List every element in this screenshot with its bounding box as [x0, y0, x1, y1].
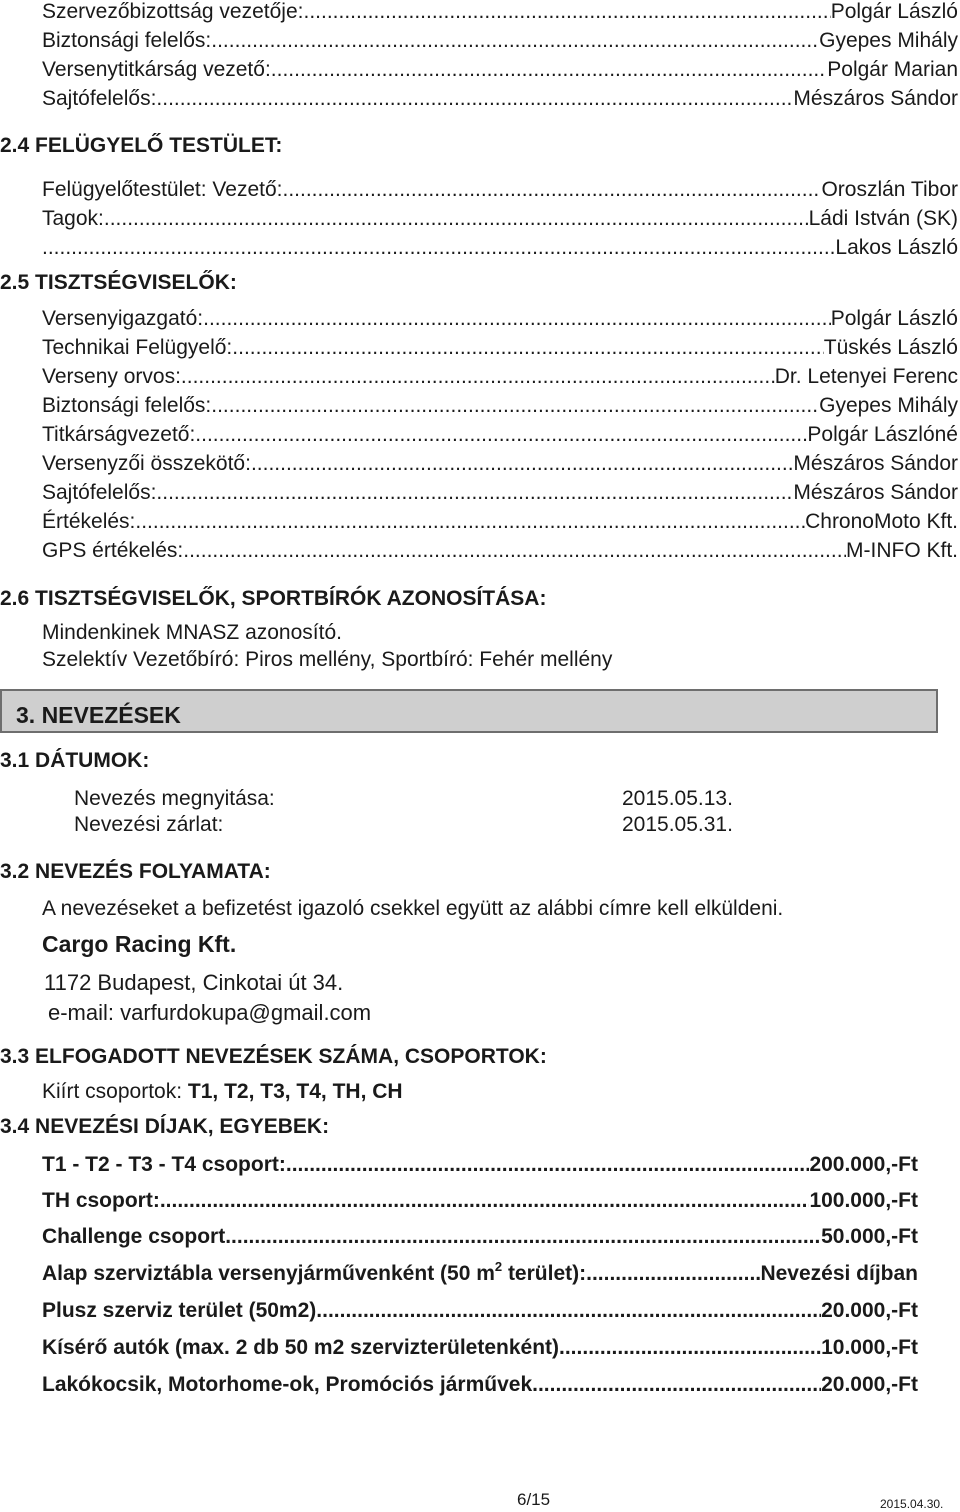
fee-label-text: Alap szerviztábla versenyjárművenként (50 m	[42, 1262, 495, 1285]
leader-dots	[286, 1153, 810, 1177]
official-label: Versenyigazgató:	[42, 307, 204, 330]
official-row	[42, 394, 958, 418]
leader-dots	[232, 336, 823, 360]
official-row	[42, 307, 958, 331]
fee-row	[42, 1189, 918, 1213]
official-label: Versenyzői összekötő:	[42, 452, 251, 475]
fee-value: 20.000,-Ft	[821, 1299, 918, 1322]
leader-dots	[586, 1262, 760, 1286]
official-row	[42, 539, 958, 563]
official-label: Titkárságvezető:	[42, 423, 196, 446]
official-row	[42, 365, 958, 389]
footer-date: 2015.04.30.	[880, 1497, 944, 1511]
fee-row	[42, 1225, 918, 1249]
leader-dots	[251, 452, 793, 476]
official-value: Lakos László	[835, 236, 958, 259]
official-row	[42, 29, 958, 53]
section-heading-2-6: 2.6 TISZTSÉGVISELŐK, SPORTBÍRÓK AZONOSÍTÁSA:	[0, 587, 547, 610]
official-value: Polgár Marian	[827, 58, 958, 81]
fee-row	[42, 1259, 918, 1288]
fee-label: Challenge csoport	[42, 1225, 226, 1248]
section-heading-3-2: 3.2 NEVEZÉS FOLYAMATA:	[0, 860, 271, 883]
identification-text: Mindenkinek MNASZ azonosító.	[42, 621, 342, 644]
fee-label: Lakókocsik, Motorhome-ok, Promóciós járművek	[42, 1373, 533, 1396]
chapter-header-box	[0, 689, 938, 733]
leader-dots	[156, 481, 793, 505]
fee-row	[42, 1299, 918, 1323]
official-row	[42, 58, 958, 82]
leader-dots	[203, 307, 831, 331]
leader-dots	[283, 178, 822, 202]
date-label: Nevezés megnyitása:	[74, 787, 275, 810]
official-label: Felügyelőtestület: Vezető:	[42, 178, 283, 201]
official-value: Polgár László	[830, 0, 958, 23]
section-heading-2-4: 2.4 FELÜGYELŐ TESTÜLET:	[0, 134, 283, 157]
official-label: Biztonsági felelős:	[42, 29, 212, 52]
leader-dots	[225, 1225, 821, 1249]
official-row	[42, 452, 958, 476]
official-label: Tagok:	[42, 207, 104, 230]
fee-value: 10.000,-Ft	[821, 1336, 918, 1359]
entry-instructions: A nevezéseket a befizetést igazoló csekkel együtt az alábbi címre kell elküldeni.	[42, 897, 784, 920]
section-heading-2-5: 2.5 TISZTSÉGVISELŐK:	[0, 271, 237, 294]
official-label: Technikai Felügyelő:	[42, 336, 233, 359]
official-value: ChronoMoto Kft.	[805, 510, 958, 533]
chapter-title: 3. NEVEZÉSEK	[16, 702, 181, 728]
official-row	[42, 336, 958, 360]
company-email: e-mail: varfurdokupa@gmail.com	[48, 1000, 372, 1025]
leader-dots	[211, 29, 819, 53]
fee-value: Nevezési díjban	[760, 1262, 918, 1285]
page-number: 6/15	[517, 1490, 551, 1509]
official-row	[42, 207, 958, 231]
fee-value: 50.000,-Ft	[821, 1225, 918, 1248]
official-label: Versenytitkárság vezető:	[42, 58, 271, 81]
official-label: Verseny orvos:	[42, 365, 181, 388]
identification-text: Szelektív Vezetőbíró: Piros mellény, Sportbíró: Fehér mellény	[42, 648, 613, 671]
fee-label-text-end: terület):	[502, 1262, 587, 1285]
leader-dots	[160, 1189, 810, 1213]
section-heading-3-1: 3.1 DÁTUMOK:	[0, 749, 150, 772]
official-value: Mészáros Sándor	[793, 87, 958, 110]
leader-dots	[195, 423, 807, 447]
official-label: Értékelés:	[42, 510, 136, 533]
fee-value: 200.000,-Ft	[809, 1153, 918, 1176]
official-value: Mészáros Sándor	[793, 452, 958, 475]
fee-label: Plusz szerviz terület (50m2)	[42, 1299, 317, 1322]
company-name: Cargo Racing Kft.	[42, 931, 237, 957]
fee-value: 20.000,-Ft	[821, 1373, 918, 1396]
leader-dots	[316, 1299, 821, 1323]
fee-label: T1 - T2 - T3 - T4 csoport:	[42, 1153, 286, 1176]
official-row	[42, 0, 958, 24]
official-value: Dr. Letenyei Ferenc	[774, 365, 958, 388]
fee-row	[42, 1153, 918, 1177]
official-row	[42, 236, 958, 260]
groups-list: T1, T2, T3, T4, TH, CH	[187, 1080, 403, 1103]
date-value: 2015.05.31.	[622, 813, 733, 836]
leader-dots	[181, 365, 775, 389]
section-heading-3-4: 3.4 NEVEZÉSI DÍJAK, EGYEBEK:	[0, 1115, 330, 1138]
leader-dots	[559, 1336, 821, 1360]
company-address: 1172 Budapest, Cinkotai út 34.	[44, 970, 344, 995]
leader-dots	[303, 0, 830, 24]
section-heading-3-3: 3.3 ELFOGADOTT NEVEZÉSEK SZÁMA, CSOPORTOK:	[0, 1045, 547, 1068]
groups-prefix: Kiírt csoportok:	[42, 1080, 188, 1103]
official-value: Ládi István (SK)	[808, 207, 958, 230]
leader-dots	[104, 207, 809, 231]
official-label: Sajtófelelős:	[42, 481, 157, 504]
official-label: GPS értékelés:	[42, 539, 184, 562]
date-value: 2015.05.13.	[622, 787, 733, 810]
official-value: Polgár Lászlóné	[807, 423, 958, 446]
official-row	[42, 423, 958, 447]
fee-value: 100.000,-Ft	[809, 1189, 918, 1212]
fee-label: Kísérő autók (max. 2 db 50 m2 szervizterületenként)	[42, 1336, 560, 1359]
official-row	[42, 481, 958, 505]
official-value: Gyepes Mihály	[819, 29, 958, 52]
groups-line	[42, 1080, 403, 1104]
date-label: Nevezési zárlat:	[74, 813, 224, 836]
leader-dots	[156, 87, 793, 111]
official-value: Mészáros Sándor	[793, 481, 958, 504]
official-value: Gyepes Mihály	[819, 394, 958, 417]
leader-dots	[211, 394, 819, 418]
fee-label	[42, 1259, 587, 1288]
fee-label: TH csoport:	[42, 1189, 160, 1212]
official-row	[42, 87, 958, 111]
leader-dots	[532, 1373, 821, 1397]
leader-dots	[271, 58, 827, 82]
fee-row	[42, 1373, 918, 1397]
official-value: Tüskés László	[823, 336, 958, 359]
leader-dots	[135, 510, 805, 534]
official-row	[42, 178, 958, 202]
official-label: Sajtófelelős:	[42, 87, 157, 110]
leader-dots	[183, 539, 846, 563]
official-value: Oroszlán Tibor	[821, 178, 958, 201]
superscript: 2	[494, 1259, 503, 1274]
official-label: Szervezőbizottság vezetője:	[42, 0, 304, 23]
leader-dots	[42, 236, 835, 260]
official-value: Polgár László	[830, 307, 958, 330]
fee-row	[42, 1336, 918, 1360]
official-row	[42, 510, 958, 534]
official-label: Biztonsági felelős:	[42, 394, 212, 417]
official-value: M-INFO Kft.	[846, 539, 958, 562]
